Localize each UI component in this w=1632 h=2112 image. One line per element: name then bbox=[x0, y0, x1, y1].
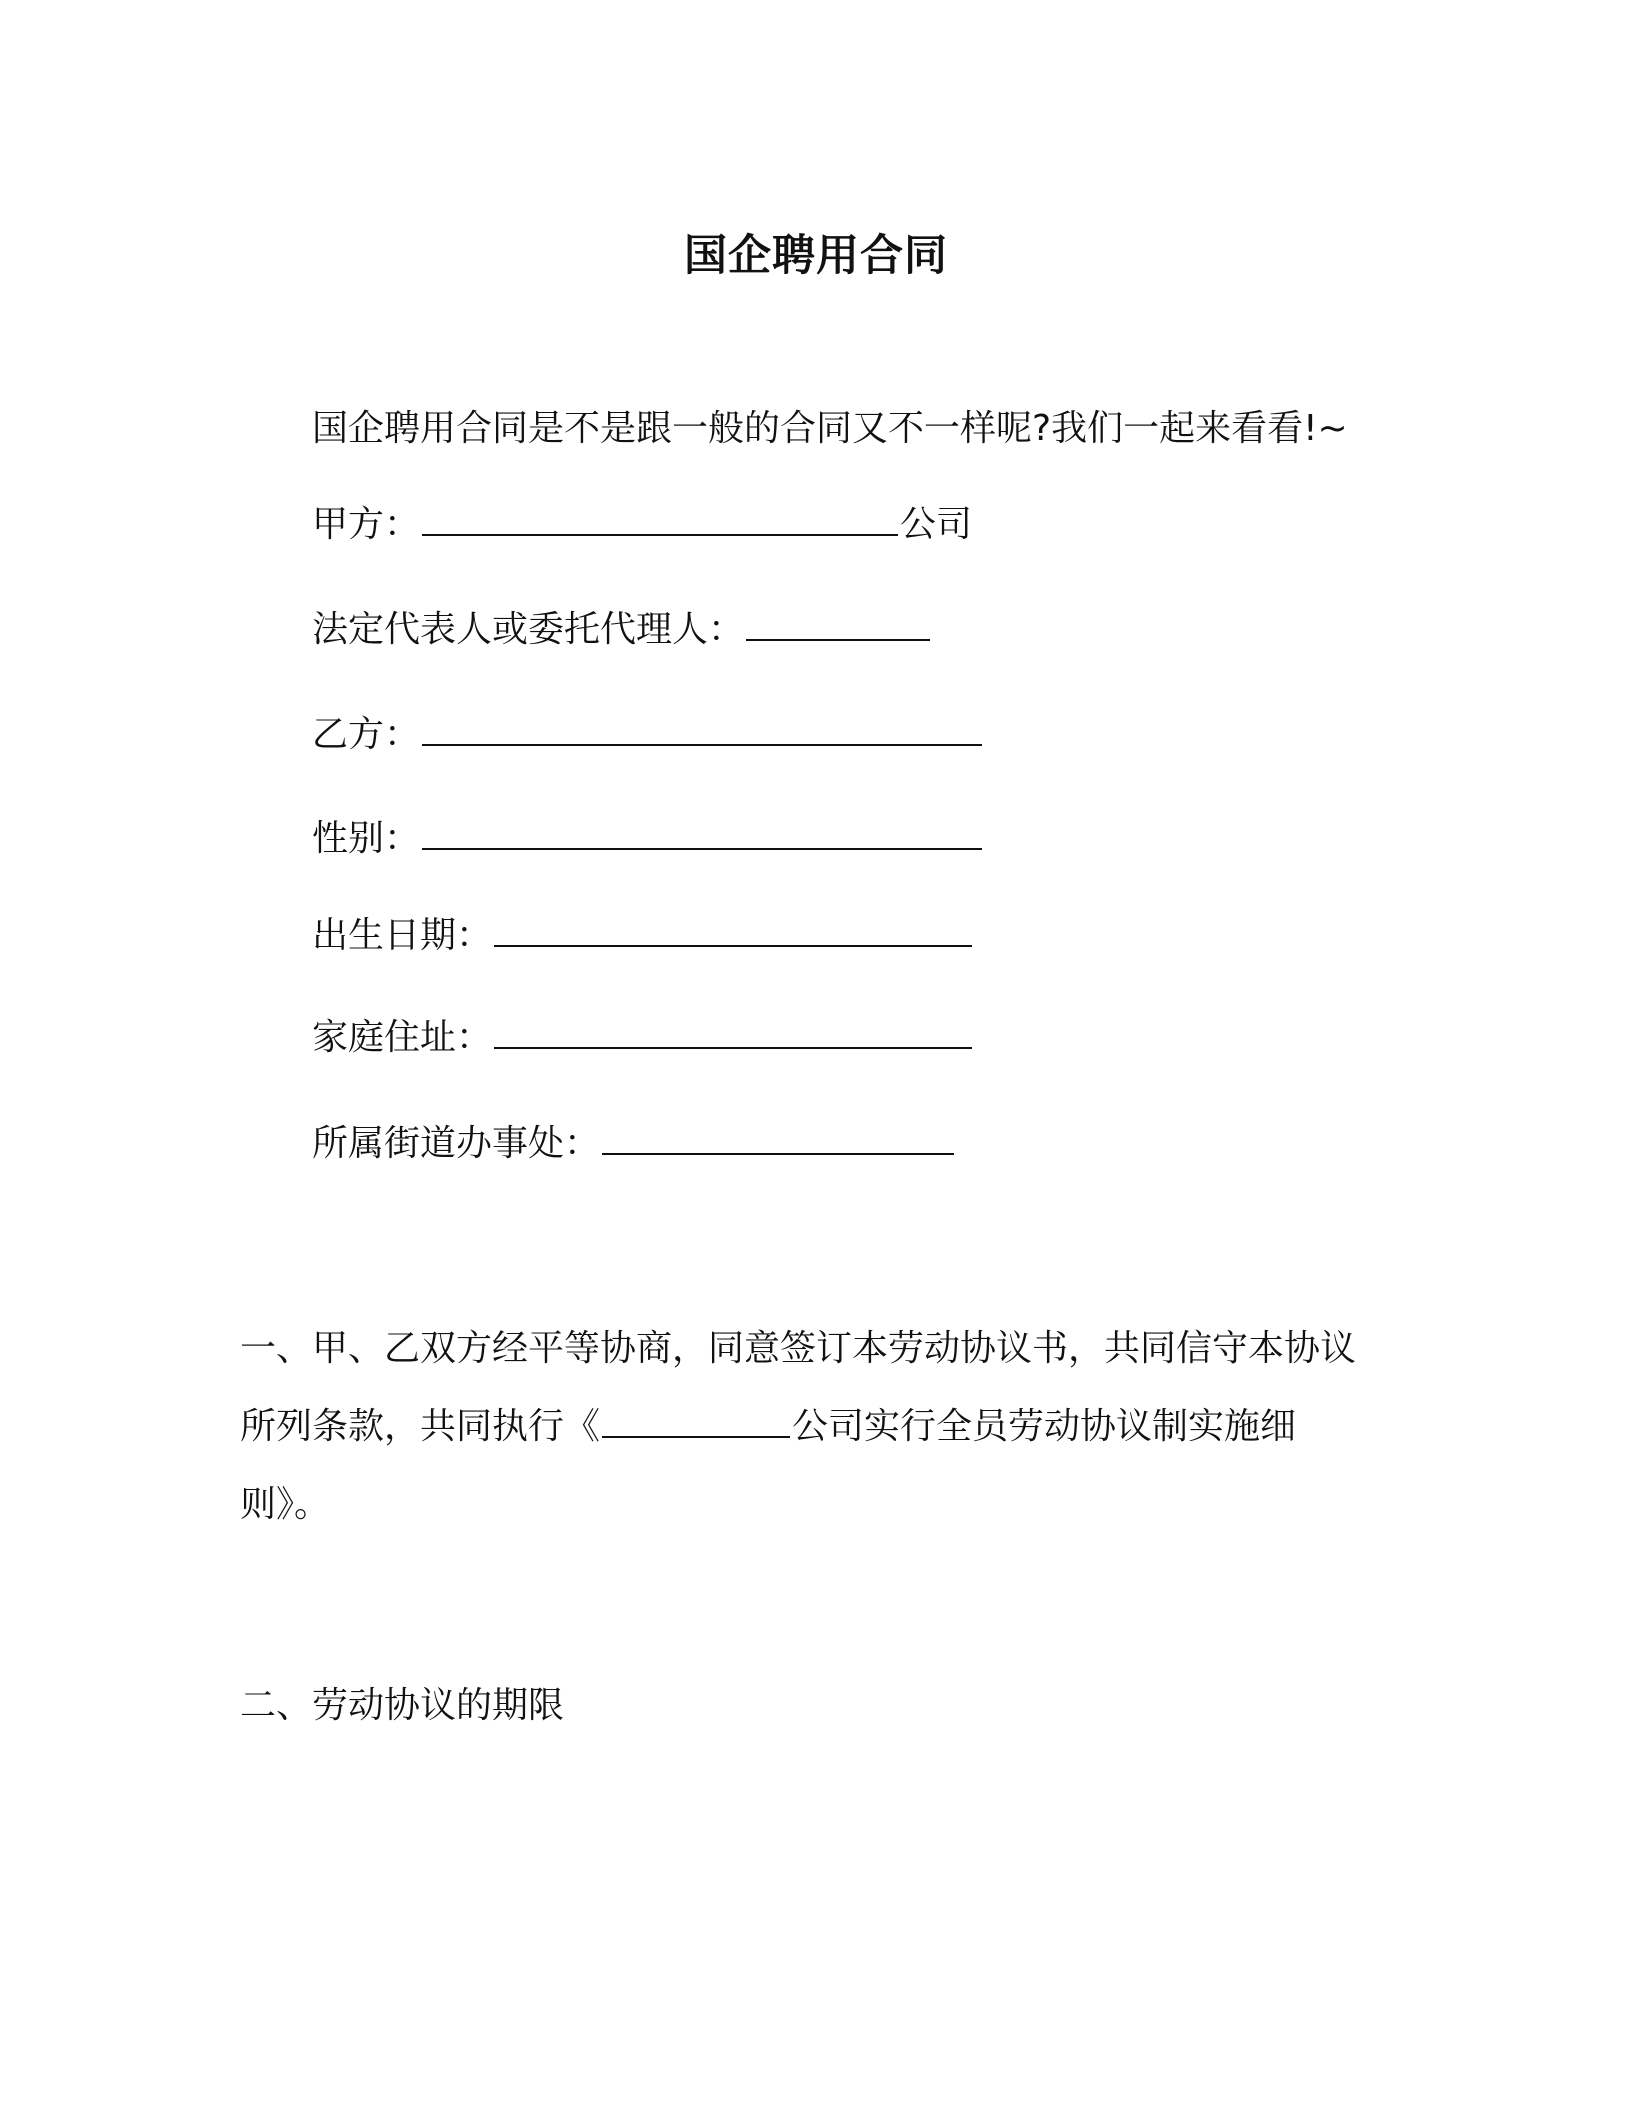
section-1-text-before: 一、甲、乙双方经平等协商，同意签订本劳动协议书，共同信守本协议所列条款，共同执行《 bbox=[240, 1328, 1357, 1447]
gender-label: 性别： bbox=[312, 818, 421, 859]
home-address-field bbox=[312, 1016, 974, 1059]
home-address-blank[interactable] bbox=[494, 1017, 972, 1049]
birth-date-blank[interactable] bbox=[494, 915, 972, 947]
legal-rep-blank[interactable] bbox=[746, 609, 930, 641]
party-b-field bbox=[312, 713, 984, 756]
party-a-suffix: 公司 bbox=[900, 504, 973, 545]
subdistrict-office-field bbox=[312, 1122, 956, 1165]
section-1-company-blank[interactable] bbox=[602, 1408, 790, 1438]
home-address-label: 家庭住址： bbox=[312, 1017, 493, 1058]
subdistrict-office-blank[interactable] bbox=[602, 1123, 954, 1155]
document-title: 国企聘用合同 bbox=[684, 231, 948, 281]
birth-date-label: 出生日期： bbox=[312, 915, 493, 956]
party-b-blank[interactable] bbox=[422, 714, 982, 746]
intro-text: 国企聘用合同是不是跟一般的合同又不一样呢?我们一起来看看!~ bbox=[312, 408, 1348, 449]
legal-rep-label: 法定代表人或委托代理人： bbox=[312, 609, 745, 650]
gender-blank[interactable] bbox=[422, 818, 982, 850]
section-2-heading: 二、劳动协议的期限 bbox=[240, 1685, 565, 1726]
gender-field bbox=[312, 817, 984, 860]
party-b-label: 乙方： bbox=[312, 714, 421, 755]
party-a-field bbox=[312, 503, 972, 546]
section-1-text-after: 公司实行全员劳动协议制实施细则》。 bbox=[240, 1406, 1297, 1525]
birth-date-field bbox=[312, 914, 974, 957]
section-1-paragraph bbox=[240, 1310, 1360, 1544]
party-a-blank[interactable] bbox=[422, 504, 898, 536]
party-a-label: 甲方： bbox=[312, 504, 421, 545]
subdistrict-office-label: 所属街道办事处： bbox=[312, 1123, 601, 1164]
legal-rep-field bbox=[312, 608, 932, 651]
